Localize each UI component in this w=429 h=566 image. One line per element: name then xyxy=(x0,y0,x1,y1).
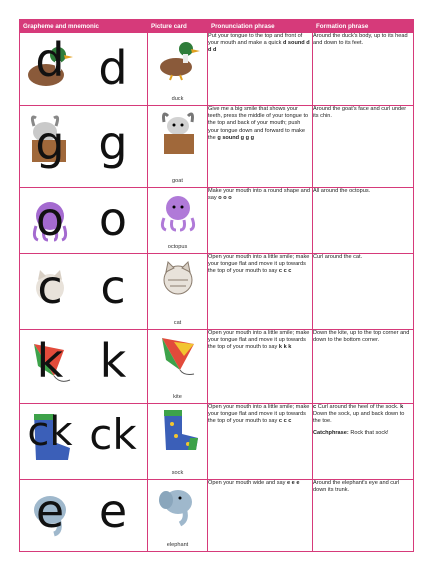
pronunciation-text: Open your mouth into a little smile; make your tongue flat and move it up towards the top of your mouth to say xyxy=(208,330,310,351)
grapheme-letter: k xyxy=(99,334,127,388)
picture-caption: octopus xyxy=(167,244,188,250)
picture-cell xyxy=(148,480,208,552)
pronunciation-sound: g sound g g g xyxy=(217,134,255,141)
pronunciation-cell xyxy=(208,106,313,188)
formation-cell: Curl around the cat. xyxy=(313,254,414,330)
pronunciation-text: Open your mouth wide and say xyxy=(208,480,286,486)
grapheme-letter: ck xyxy=(89,410,137,459)
pronunciation-sound: c c c xyxy=(278,268,292,275)
formation-cell: Down the kite, up to the top corner and down to the bottom corner. xyxy=(313,330,414,404)
mnemonic-letter: e xyxy=(35,484,65,538)
octopus-icon xyxy=(154,192,202,236)
pronunciation-text: Give me a big smile that shows your teeth, press the middle of your tongue to the top and back of your mouth; push your tongue down and forward to make the xyxy=(208,106,309,141)
sock-icon xyxy=(154,408,202,452)
pronunciation-sound: c c c xyxy=(278,418,292,425)
picture-cell xyxy=(148,188,208,254)
formation-text-c: Curl around the heel of the sock. xyxy=(317,404,399,410)
duck-icon xyxy=(154,37,202,81)
elephant-icon xyxy=(154,484,202,528)
table-row-e xyxy=(20,480,414,552)
pronunciation-cell xyxy=(208,404,313,480)
kite-icon xyxy=(154,334,202,378)
pronunciation-cell xyxy=(208,188,313,254)
pronunciation-text: Open your mouth into a little smile; make your tongue flat and move it up towards the top of your mouth to say xyxy=(208,404,310,425)
formation-cell: Around the duck's body, up to its head and down to its feet. xyxy=(313,33,414,106)
picture-caption: kite xyxy=(173,394,182,400)
picture-caption: sock xyxy=(171,470,184,476)
picture-cell xyxy=(148,33,208,106)
mnemonic-letter: ck xyxy=(27,409,73,455)
table-row-ck xyxy=(20,404,414,480)
header-grapheme: Grapheme and mnemonic xyxy=(20,20,148,33)
grapheme-cell xyxy=(20,254,148,330)
picture-caption: duck xyxy=(171,96,184,102)
formation-cell: All around the octopus. xyxy=(313,188,414,254)
goat-icon xyxy=(154,110,202,154)
mnemonic-letter: k xyxy=(36,334,64,388)
picture-cell xyxy=(148,404,208,480)
table-row-d xyxy=(20,33,414,106)
catchphrase-text: Rock that sock! xyxy=(350,429,389,436)
formation-cell xyxy=(313,404,414,480)
pronunciation-cell xyxy=(208,254,313,330)
grapheme-letter: d xyxy=(98,41,128,95)
pronunciation-sound: e e e xyxy=(287,480,300,486)
table-row-k xyxy=(20,330,414,404)
picture-caption: elephant xyxy=(166,542,189,548)
picture-caption: goat xyxy=(172,178,183,184)
header-row xyxy=(20,20,414,33)
picture-cell xyxy=(148,106,208,188)
phonics-table xyxy=(19,19,414,552)
grapheme-letter: e xyxy=(98,484,128,538)
formation-letter-k: k xyxy=(400,404,404,410)
table-row-o xyxy=(20,188,414,254)
pronunciation-text: Make your mouth into a round shape and say xyxy=(208,188,310,202)
pronunciation-cell xyxy=(208,480,313,552)
mnemonic-letter: d xyxy=(35,33,65,87)
pronunciation-sound: k k k xyxy=(278,344,292,351)
picture-cell xyxy=(148,254,208,330)
grapheme-letter: c xyxy=(100,260,126,314)
cat-icon xyxy=(154,258,202,302)
grapheme-cell xyxy=(20,404,148,480)
catchphrase xyxy=(313,430,413,437)
grapheme-letter: o xyxy=(98,192,128,246)
mnemonic-letter: g xyxy=(35,116,65,170)
grapheme-cell xyxy=(20,106,148,188)
catchphrase-label: Catchphrase: xyxy=(313,429,349,436)
pronunciation-text: Open your mouth into a little smile; make your tongue flat and move it up towards the top of your mouth to say xyxy=(208,254,310,275)
formation-text-k: Down the sock, up and back down to the toe. xyxy=(313,411,405,425)
pronunciation-sound: d sound d d d xyxy=(208,40,310,54)
header-formation: Formation phrase xyxy=(313,20,414,33)
header-pronunciation: Pronunciation phrase xyxy=(208,20,313,33)
grapheme-cell xyxy=(20,480,148,552)
grapheme-cell xyxy=(20,330,148,404)
picture-cell xyxy=(148,330,208,404)
formation-cell: Around the elephant's eye and curl down its trunk. xyxy=(313,480,414,552)
pronunciation-cell xyxy=(208,330,313,404)
grapheme-letter: g xyxy=(98,116,128,170)
mnemonic-letter: c xyxy=(37,260,63,314)
grapheme-cell xyxy=(20,188,148,254)
header-picture: Picture card xyxy=(148,20,208,33)
table-row-g xyxy=(20,106,414,188)
formation-cell: Around the goat's face and curl under its chin. xyxy=(313,106,414,188)
formation-letter-c: c xyxy=(313,404,317,410)
picture-caption: cat xyxy=(173,320,182,326)
table-row-c xyxy=(20,254,414,330)
mnemonic-letter: o xyxy=(35,192,65,246)
pronunciation-cell xyxy=(208,33,313,106)
grapheme-cell xyxy=(20,33,148,106)
pronunciation-text: Put your tongue to the top and front of your mouth and make a quick xyxy=(208,33,303,47)
pronunciation-sound: o o o xyxy=(218,195,232,202)
